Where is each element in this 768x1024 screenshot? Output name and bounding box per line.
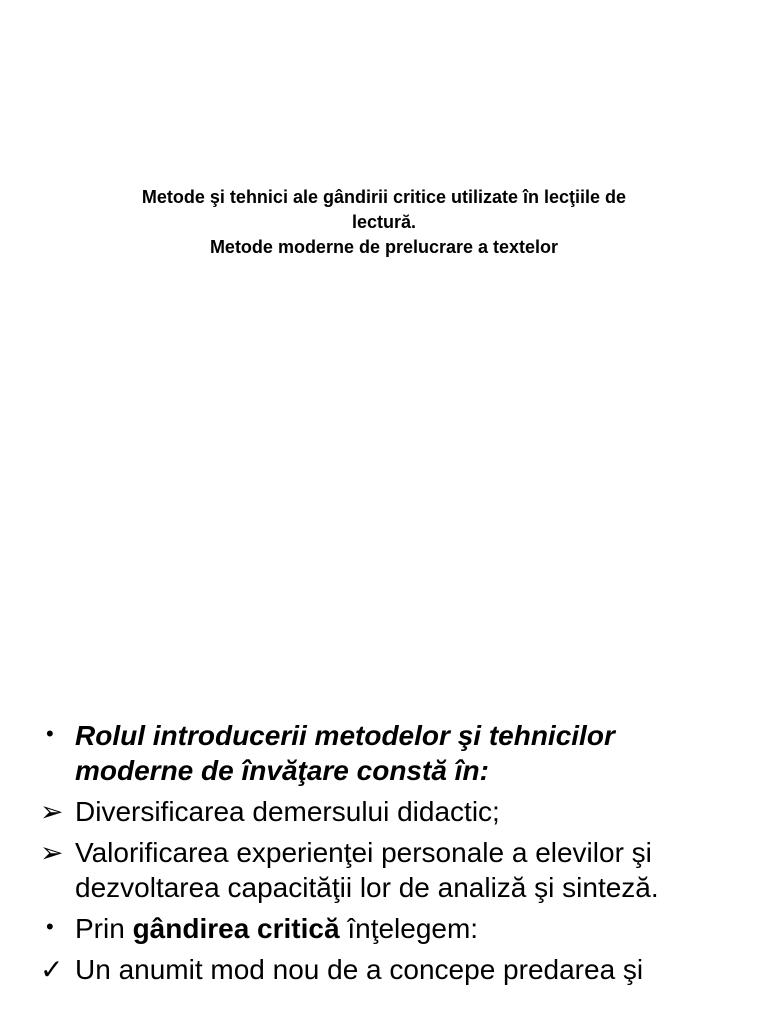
title-line-2: lectură.	[351, 212, 417, 232]
title-line-1: Metode şi tehnici ale gândirii critice utilizate în lecţiile de	[141, 187, 627, 207]
experience-text-line-2: dezvoltarea capacităţii lor de analiză şi sinteză.	[75, 872, 659, 903]
slide-title	[90, 185, 678, 260]
list-item-new-mode	[40, 952, 740, 987]
arrow-bullet-icon: ➢	[40, 796, 64, 827]
bullet-icon: •	[46, 721, 54, 746]
experience-text-line-1: Valorificarea experienţei personale a elevilor şi	[75, 837, 652, 868]
title-line-3: Metode moderne de prelucrare a textelor	[209, 237, 559, 257]
arrow-bullet-icon: ➢	[40, 837, 64, 868]
list-item-diversification	[40, 794, 740, 829]
critical-thinking-suffix: înţelegem:	[339, 913, 479, 944]
critical-thinking-text	[75, 911, 740, 946]
diversification-text: Diversificarea demersului didactic;	[75, 796, 500, 827]
critical-thinking-bold: gândirea critică	[132, 913, 340, 944]
checkmark-icon: ✓	[40, 954, 64, 985]
list-item-role	[40, 718, 740, 788]
list-item-critical-thinking	[40, 911, 740, 946]
new-mode-text: Un anumit mod nou de a concepe predarea şi	[75, 954, 644, 985]
critical-thinking-prefix: Prin	[75, 913, 133, 944]
role-heading-line-1: Rolul introducerii metodelor şi tehnicilor	[75, 720, 615, 751]
list-item-experience	[40, 835, 740, 905]
bullet-icon: •	[46, 914, 54, 939]
role-heading-line-2: moderne de învăţare constă în:	[75, 755, 489, 786]
slide-content	[40, 718, 740, 993]
